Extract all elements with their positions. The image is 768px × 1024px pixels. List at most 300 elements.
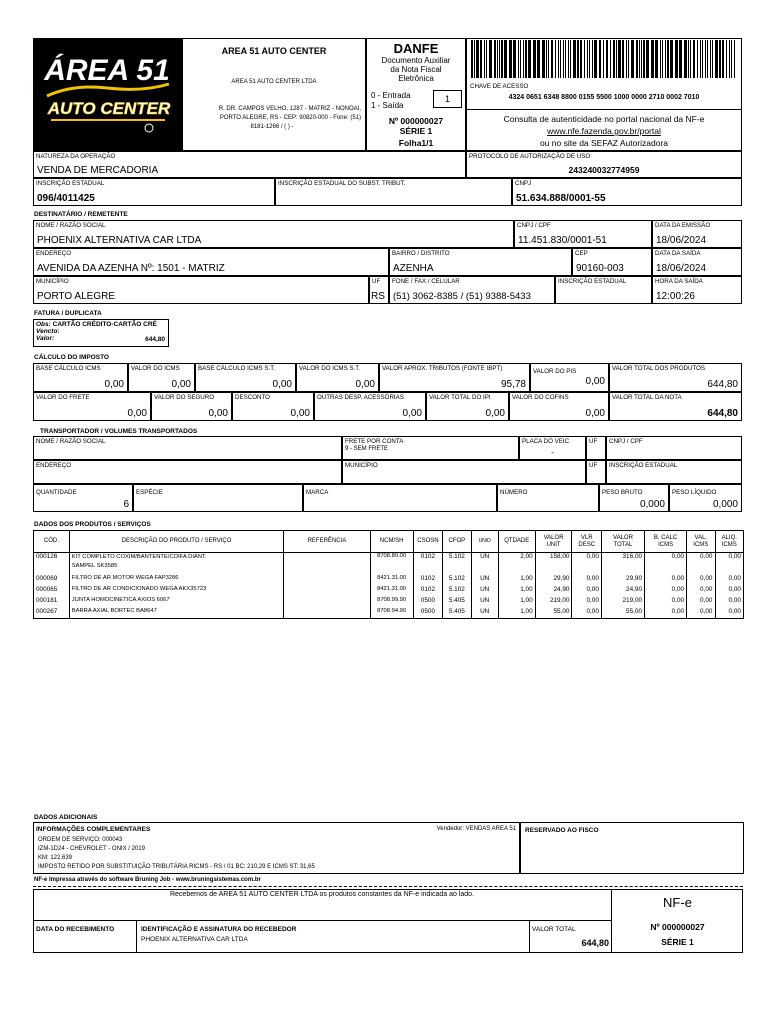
fatura-obs-label: Obs: <box>36 321 51 328</box>
logo-line1: ÁREA 51 <box>44 54 170 87</box>
barcode-bar <box>599 40 601 78</box>
placa-field <box>519 436 586 460</box>
logo-line2: AUTO CENTER <box>47 99 171 118</box>
cell-bcalc-icms: 0,00 <box>645 575 687 586</box>
consult-line-2: ou no site da SEFAZ Autorizadora <box>539 138 669 148</box>
cell-ncm: 8421.31.00 <box>370 586 413 597</box>
cell-bcalc-icms: 0,00 <box>645 586 687 597</box>
cofins-field <box>509 392 609 421</box>
barcode-bar <box>560 40 561 78</box>
barcode-bar <box>693 40 695 78</box>
base-icms-field <box>33 363 128 392</box>
frete-conta-label: FRETE POR CONTA <box>345 438 404 445</box>
ie-subst-field <box>275 178 512 206</box>
numero-label: NÚMERO <box>500 489 528 496</box>
transport-ie-field <box>606 460 742 484</box>
canhoto-valor-label: VALOR TOTAL <box>532 926 576 933</box>
aprox-tributos-value: 95,78 <box>500 379 526 390</box>
danfe-type-legend <box>371 91 411 111</box>
bairro-value: AZENHA <box>393 263 434 274</box>
barcode-bar <box>679 40 682 78</box>
cell-qtdade: 1,00 <box>498 575 535 586</box>
cell-descricao <box>69 553 284 575</box>
barcode-bar <box>665 40 666 78</box>
barcode-bar <box>726 40 727 78</box>
info-complementares-label: INFORMAÇÕES COMPLEMENTARES <box>36 826 151 833</box>
info-line-vehicle: IZM-1D24 - CHEVROLET - ONIX / 2019 <box>38 846 145 852</box>
outras-despesas-field <box>314 392 426 421</box>
cofins-label: VALOR DO COFINS <box>512 394 569 401</box>
barcode-bar <box>707 40 708 78</box>
barcode-bar <box>700 40 701 78</box>
cell-qtdade: 2,00 <box>498 553 535 575</box>
cell-csosn: 0102 <box>413 575 442 586</box>
danfe-subtitle-2: da Nota Fiscal <box>390 65 442 74</box>
col-header-cod: CÓD. <box>34 531 70 553</box>
cell-cod: 000181 <box>34 597 70 608</box>
consult-line-1: Consulta de autenticidade no portal nacional da NF-e <box>503 114 705 124</box>
hora-label: HORA DA SAÍDA <box>655 278 703 285</box>
reservado-fisco-label: RESERVADO AO FISCO <box>525 827 599 834</box>
natureza-value: VENDA DE MERCADORIA <box>37 165 159 176</box>
table-row <box>34 575 744 586</box>
cell-descricao: BARRA AXIAL BORTEC BA8647 <box>69 608 284 619</box>
transport-cnpj-label: CNPJ / CPF <box>609 438 643 445</box>
col-header-qtdade: QTDADE <box>498 531 535 553</box>
transport-uf2-field <box>586 460 606 484</box>
emitter-cnpj-label: CNPJ <box>515 180 532 187</box>
cep-label: CEP <box>575 250 588 257</box>
barcode-bar <box>494 40 496 78</box>
total-produtos-field <box>609 363 742 392</box>
barcode-bar <box>697 40 698 78</box>
recipient-name-field <box>33 220 514 248</box>
consult-text <box>467 113 741 149</box>
cell-valor-total: 316,00 <box>601 553 644 575</box>
barcode-bar <box>486 40 487 78</box>
pis-field <box>530 363 609 392</box>
cell-cod: 000267 <box>34 608 70 619</box>
cell-ncm: 8421.31.00 <box>370 575 413 586</box>
barcode-bar <box>684 40 687 78</box>
municipio-field <box>33 276 369 304</box>
total-nota-field <box>609 392 742 421</box>
info-complementares-box <box>33 822 520 874</box>
products-header-row <box>34 531 744 553</box>
transport-ie-label: INSCRIÇÃO ESTADUAL <box>609 462 678 469</box>
barcode-bar <box>548 40 549 78</box>
especie-field <box>133 484 303 512</box>
danfe-saida: 1 - Saída <box>371 101 404 110</box>
peso-liquido-label: PESO LÍQUIDO <box>672 489 717 496</box>
cell-descricao-line1: KIT COMPLETO COXIM/BANTENTE/COIFA DIANT. <box>71 554 207 560</box>
valor-icms-value: 0,00 <box>171 379 191 390</box>
cell-valor-unit: 29,90 <box>535 575 572 586</box>
recipient-section-title: DESTINATÁRIO / REMETENTE <box>34 211 128 218</box>
cell-ncm: 8708.94.90 <box>370 608 413 619</box>
imposto-section-title: CÁLCULO DO IMPOSTO <box>34 354 109 361</box>
barcode-bar <box>523 40 524 78</box>
table-row <box>34 586 744 597</box>
numero-field <box>497 484 599 512</box>
cell-valor-unit: 219,00 <box>535 597 572 608</box>
barcode-bar <box>729 40 730 78</box>
barcode-bar <box>555 40 556 78</box>
danfe-subtitle <box>367 56 465 83</box>
barcode-bar <box>628 40 629 78</box>
transport-uf-field <box>586 436 606 460</box>
barcode-bar <box>504 40 507 78</box>
desconto-value: 0,00 <box>290 408 310 419</box>
barcode-bar <box>551 40 553 78</box>
cell-ncm: 8708.80.00 <box>370 553 413 575</box>
cell-csosn: 0102 <box>413 553 442 575</box>
cep-value: 90160-003 <box>576 263 624 274</box>
barcode-bar <box>675 40 678 78</box>
valor-icms-st-label: VALOR DO ICMS S.T. <box>299 365 361 372</box>
danfe-entrada: 0 - Entrada <box>371 91 411 100</box>
barcode-bar <box>563 40 564 78</box>
cell-valor-total: 55,00 <box>601 608 644 619</box>
barcode-bar <box>513 40 516 78</box>
placa-value: - <box>551 448 554 457</box>
barcode-bar <box>719 40 721 78</box>
canhoto-valor-value: 644,80 <box>581 938 609 948</box>
ipi-label: VALOR TOTAL DO IPI <box>429 394 491 401</box>
quantidade-value: 6 <box>123 499 129 510</box>
barcode-bar <box>712 40 713 78</box>
recipient-cnpj-value: 11.451.830/0001-51 <box>518 235 607 246</box>
total-nota-label: VALOR TOTAL DA NOTA <box>612 394 682 401</box>
outras-despesas-value: 0,00 <box>402 408 422 419</box>
quantidade-label: QUANTIDADE <box>36 489 77 496</box>
company-logo <box>33 38 182 151</box>
cofins-value: 0,00 <box>585 408 605 419</box>
barcode-bar <box>476 40 479 78</box>
ie-value: 096/4011425 <box>37 193 95 204</box>
cell-valor-total: 219,00 <box>601 597 644 608</box>
saida-label: DATA DA SAÍDA <box>655 250 701 257</box>
col-header-unid: UNID <box>471 531 498 553</box>
reservado-fisco-box <box>520 822 744 874</box>
cell-valor-unit: 55,00 <box>535 608 572 619</box>
cell-bcalc-icms: 0,00 <box>645 553 687 575</box>
seguro-value: 0,00 <box>208 408 228 419</box>
base-icms-st-field <box>195 363 296 392</box>
cell-unid: UN <box>471 575 498 586</box>
cut-line <box>33 886 743 887</box>
desconto-field <box>232 392 314 421</box>
cell-cfop: 5.102 <box>443 586 471 597</box>
barcode-bar <box>731 40 732 78</box>
pis-label: VALOR DO PIS <box>533 368 577 375</box>
cell-descricao: JUNTA HOMOCINETICA AXIOS 6067 <box>69 597 284 608</box>
cell-aliq-icms: 0,00 <box>715 586 744 597</box>
barcode-bar <box>622 40 624 78</box>
fone-field <box>389 276 555 304</box>
cell-cfop: 5.405 <box>443 608 471 619</box>
emitter-address <box>183 105 365 132</box>
danfe-number-block <box>367 116 465 148</box>
cell-cfop: 5.102 <box>443 553 471 575</box>
cell-cfop: 5.405 <box>443 597 471 608</box>
cell-csosn: 0102 <box>413 586 442 597</box>
consult-url-link[interactable]: www.nfe.fazenda.gov.br/portal <box>547 126 661 136</box>
frete-label: VALOR DO FRETE <box>36 394 90 401</box>
barcode-bar <box>570 40 571 78</box>
barcode-bar <box>734 40 735 78</box>
cell-valor-unit: 24,90 <box>535 586 572 597</box>
danfe-type-value: 1 <box>433 90 462 108</box>
recipient-ie-field <box>555 276 652 304</box>
base-icms-label: BASE CÁLCULO ICMS <box>36 365 101 372</box>
barcode-bar <box>636 40 638 78</box>
access-key-value: 4324 0651 6348 8800 0155 5500 1000 0000 2710 0002 7010 <box>508 94 700 101</box>
cell-valor-total: 24,90 <box>601 586 644 597</box>
cell-vlr-desc: 0,00 <box>572 553 601 575</box>
recipient-uf-value: RS <box>371 291 385 302</box>
barcode-bar <box>613 40 615 78</box>
marca-field <box>303 484 497 512</box>
barcode-bar <box>580 40 582 78</box>
cell-val-icms: 0,00 <box>687 553 715 575</box>
barcode-bar <box>616 40 617 78</box>
peso-bruto-value: 0,000 <box>639 499 665 510</box>
col-header-aliq-icms: ALIQ. ICMS <box>715 531 744 553</box>
table-row <box>34 597 744 608</box>
desconto-label: DESCONTO <box>235 394 270 401</box>
col-header-cfop: CFOP <box>443 531 471 553</box>
transport-section-title: TRANSPORTADOR / VOLUMES TRANSPORTADOS <box>40 428 198 435</box>
cell-vlr-desc: 0,00 <box>572 597 601 608</box>
danfe-folha: Folha1/1 <box>398 138 434 148</box>
cell-vlr-desc: 0,00 <box>572 586 601 597</box>
pis-value: 0,00 <box>585 376 605 387</box>
transport-name-label: NOME / RAZÃO SOCIAL <box>36 438 106 445</box>
barcode-bar <box>471 40 473 78</box>
canhoto-number: Nº 000000027 <box>650 922 705 932</box>
barcode-graphic <box>471 40 741 78</box>
cell-vlr-desc: 0,00 <box>572 608 601 619</box>
base-icms-st-value: 0,00 <box>272 379 292 390</box>
cell-csosn: 0500 <box>413 597 442 608</box>
cell-aliq-icms: 0,00 <box>715 597 744 608</box>
info-complementares-text <box>38 836 315 872</box>
quantidade-field <box>33 484 133 512</box>
products-table <box>33 530 744 619</box>
barcode-bar <box>690 40 691 78</box>
cell-referencia <box>284 586 370 597</box>
barcode-bar <box>705 40 706 78</box>
emitter-name: AREA 51 AUTO CENTER <box>221 46 327 56</box>
barcode-bar <box>568 40 569 78</box>
total-produtos-value: 644,80 <box>707 379 738 390</box>
saida-field <box>652 248 742 276</box>
data-recebimento-label: DATA DO RECEBIMENTO <box>36 926 115 933</box>
barcode-bar <box>484 40 485 78</box>
barcode-bar <box>592 40 593 78</box>
cell-descricao: FILTRO DE AR CONDICIONADO WEGA AKX35723 <box>69 586 284 597</box>
col-header-vlr-desc: VLR DESC <box>572 531 601 553</box>
especie-label: ESPÉCIE <box>136 489 163 496</box>
danfe-subtitle-3: Eletrônica <box>398 74 434 83</box>
fatura-valor <box>36 335 54 342</box>
fone-label: FONE / FAX / CELULAR <box>392 278 460 285</box>
cell-cod: 000126 <box>34 553 70 575</box>
barcode-bar <box>715 40 718 78</box>
total-nota-value: 644,80 <box>707 408 738 419</box>
info-line-os: ORDEM DE SERVIÇO: 000043 <box>38 837 123 843</box>
seguro-label: VALOR DO SEGURO <box>154 394 215 401</box>
barcode-bar <box>603 40 604 78</box>
cell-aliq-icms: 0,00 <box>715 608 744 619</box>
seguro-field <box>151 392 232 421</box>
recipient-address-value: AVENIDA DA AZENHA Nº: 1501 - MATRIZ <box>37 263 225 274</box>
placa-label: PLACA DO VEIC <box>522 438 570 445</box>
barcode-bar <box>589 40 590 78</box>
barcode-bar <box>573 40 576 78</box>
cell-unid: UN <box>471 597 498 608</box>
bairro-field <box>389 248 572 276</box>
barcode-bar <box>618 40 621 78</box>
fatura-vencto-label: Vencto: <box>36 328 60 335</box>
cell-qtdade: 1,00 <box>498 597 535 608</box>
natureza-field <box>33 151 466 178</box>
bairro-label: BAIRRO / DISTRITO <box>392 250 450 257</box>
cell-cfop: 5.102 <box>443 575 471 586</box>
barcode-bar <box>489 40 492 78</box>
col-header-bcalc-icms: B. CALC ICMS <box>645 531 687 553</box>
cell-bcalc-icms: 0,00 <box>645 597 687 608</box>
barcode-bar <box>518 40 519 78</box>
barcode-bar <box>528 40 531 78</box>
emissao-field <box>652 220 742 248</box>
cell-valor-total: 29,90 <box>601 575 644 586</box>
identificacao-value: PHOENIX ALTERNATIVA CAR LTDA <box>141 936 248 943</box>
cell-unid: UN <box>471 608 498 619</box>
cell-referencia <box>284 608 370 619</box>
peso-bruto-field <box>599 484 669 512</box>
danfe-box <box>366 38 466 151</box>
recipient-name-value: PHOENIX ALTERNATIVA CAR LTDA <box>37 235 202 246</box>
emitter-cnpj-value: 51.634.888/0001-55 <box>516 193 606 204</box>
barcode-bar <box>509 40 512 78</box>
emitter-address-2: PORTO ALEGRE, RS - CEP: 90820-000 - Fone: (51) <box>219 115 361 121</box>
transport-uf-label: UF <box>589 438 598 445</box>
transport-municipio-label: MUNICÍPIO <box>345 462 378 469</box>
ie-field <box>33 178 275 206</box>
aprox-tributos-label: VALOR APROX. TRIBUTOS (FONTE IBPT) <box>382 365 503 372</box>
logo-graphic <box>33 38 182 151</box>
recipient-uf-label: UF <box>372 278 381 285</box>
danfe-number: Nº 000000027 <box>388 116 444 126</box>
emitter-box <box>182 38 366 151</box>
emissao-label: DATA DA EMISSÃO <box>655 222 711 229</box>
info-line-km: KM: 122.639 <box>38 855 73 861</box>
ipi-field <box>426 392 509 421</box>
barcode-bar <box>722 40 724 78</box>
table-row <box>34 608 744 619</box>
base-icms-value: 0,00 <box>104 379 124 390</box>
barcode-bar <box>542 40 545 78</box>
ie-label: INSCRIÇÃO ESTADUAL <box>36 180 105 187</box>
emitter-address-3: 8181-1266 / ( ) - <box>250 124 294 130</box>
barcode-bar <box>606 40 608 78</box>
cell-valor-unit: 158,00 <box>535 553 572 575</box>
barcode-bar <box>688 40 689 78</box>
cell-val-icms: 0,00 <box>687 608 715 619</box>
cell-aliq-icms: 0,00 <box>715 575 744 586</box>
frete-field <box>33 392 151 421</box>
emitter-cnpj-field <box>512 178 742 206</box>
cell-qtdade: 1,00 <box>498 586 535 597</box>
valor-icms-st-field <box>296 363 379 392</box>
transport-name-field <box>33 436 342 460</box>
barcode-bar <box>667 40 669 78</box>
fatura-obs-value: CARTÃO CRÉDITO-CARTÃO CRÉ <box>52 321 157 328</box>
col-header-ncm: NCM/SH <box>370 531 413 553</box>
barcode-bar <box>641 40 642 78</box>
barcode-bar <box>558 40 559 78</box>
protocolo-label: PROTOCOLO DE AUTORIZAÇÃO DE USO <box>469 153 591 160</box>
recipient-cnpj-label: CNPJ / CPF <box>517 222 551 229</box>
hora-field <box>652 276 742 304</box>
access-key-label: CHAVE DE ACESSO <box>470 83 529 90</box>
base-icms-st-label: BASE CÁLCULO ICMS S.T. <box>198 365 276 372</box>
ie-subst-label: INSCRIÇÃO ESTADUAL DO SUBST. TRIBUT. <box>278 180 406 187</box>
cell-unid: UN <box>471 586 498 597</box>
peso-bruto-label: PESO BRUTO <box>602 489 643 496</box>
transport-municipio-field <box>342 460 586 484</box>
barcode-bar <box>626 40 627 78</box>
col-header-referencia: REFERÊNCIA <box>284 531 370 553</box>
transport-address-field <box>33 460 342 484</box>
barcode-bar <box>631 40 634 78</box>
municipio-label: MUNICÍPIO <box>36 278 69 285</box>
cell-val-icms: 0,00 <box>687 597 715 608</box>
col-header-val-icms: VAL. ICMS <box>687 531 715 553</box>
table-row <box>34 553 744 575</box>
cell-val-icms: 0,00 <box>687 575 715 586</box>
transport-cnpj-field <box>606 436 742 460</box>
canhoto-nfe-title: NF-e <box>663 895 692 910</box>
cell-unid: UN <box>471 553 498 575</box>
cell-cod: 000069 <box>34 575 70 586</box>
fatura-box <box>33 319 169 347</box>
recipient-uf-field <box>369 276 389 304</box>
danfe-series: SÉRIE 1 <box>399 126 433 136</box>
cell-qtdade: 1,00 <box>498 608 535 619</box>
hora-value: 12:00:26 <box>656 291 695 302</box>
fone-value: (51) 3062-8385 / (51) 9388-5433 <box>393 291 531 302</box>
danfe-subtitle-1: Documento Auxiliar <box>381 56 451 65</box>
emissao-value: 18/06/2024 <box>656 235 707 246</box>
cell-ncm: 8708.99.90 <box>370 597 413 608</box>
products-section-title: DADOS DOS PRODUTOS / SERVIÇOS <box>34 521 151 528</box>
barcode-bar <box>587 40 588 78</box>
barcode-bar <box>710 40 711 78</box>
emitter-address-1: R. DR. CAMPOS VELHO, 1287 - MATRIZ - NONOAI, <box>218 106 361 112</box>
outras-despesas-label: OUTRAS DESP. ACESSÓRIAS <box>317 394 404 401</box>
emitter-legal-name: AREA 51 AUTO CENTER LTDA <box>231 79 317 85</box>
cell-referencia <box>284 597 370 608</box>
barcode-bar <box>520 40 521 78</box>
recipient-cnpj-field <box>514 220 652 248</box>
adicionais-section-title: DADOS ADICIONAIS <box>34 814 98 821</box>
barcode-bar <box>702 40 703 78</box>
barcode-bar <box>662 40 663 78</box>
saida-value: 18/06/2024 <box>656 263 707 274</box>
